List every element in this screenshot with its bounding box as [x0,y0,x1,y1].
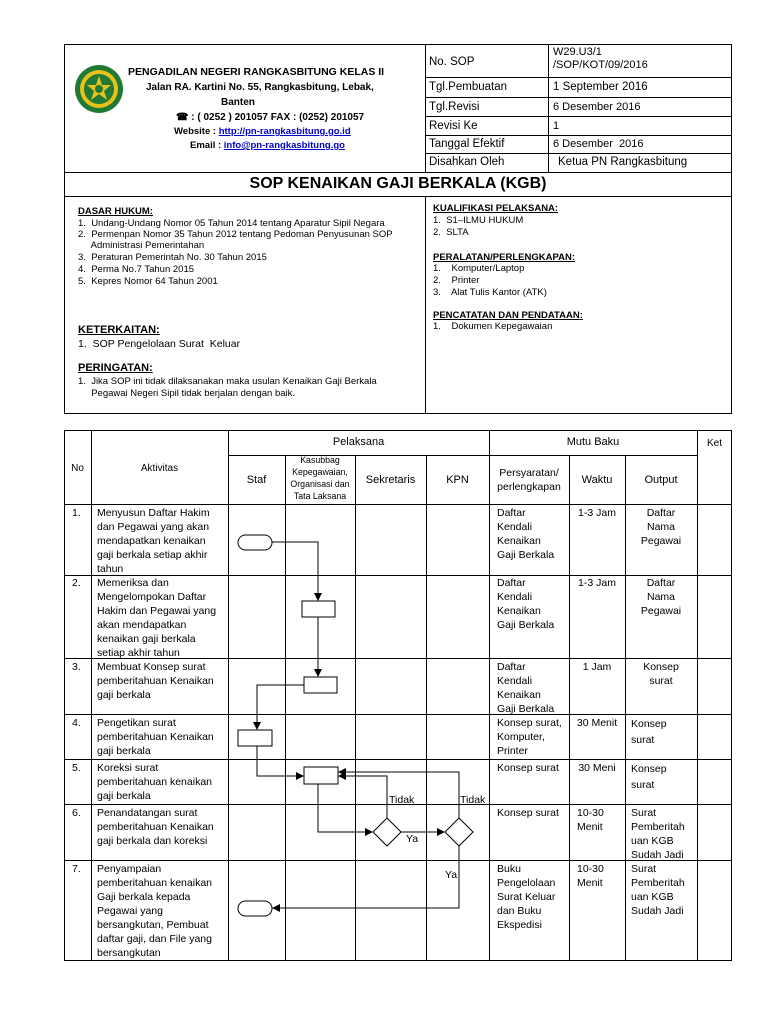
meta-label-no-sop: No. SOP [429,56,475,68]
court-phone: ☎ : ( 0252 ) 201057 FAX : (0252) 201057 [176,112,365,123]
row-no: 6. [72,807,81,819]
decision-diamond-kpn [445,818,473,846]
connector-3-4 [257,685,304,729]
row-aktivitas: Penandatangan surat pemberitahuan Kenaikan gaji berkala dan koreksi [97,807,214,847]
dasar-hukum-item: 3. Peraturan Pemerintah No. 30 Tahun 2015 [78,252,267,263]
dasar-hukum-item: 1. Undang-Undang Nomor 05 Tahun 2014 tentang Aparatur Sipil Negara [78,218,385,229]
peringatan-item: 1. Jika SOP ini tidak dilaksanakan maka usulan Kenaikan Gaji Berkala [78,376,377,387]
flow-label-tidak: Tidak [389,794,415,806]
page-title: SOP KENAIKAN GAJI BERKALA (KGB) [249,175,547,192]
court-name: PENGADILAN NEGERI RANGKASBITUNG KELAS II [128,66,385,78]
court-email: Email : info@pn-rangkasbitung.go [190,140,345,151]
row-waktu: 10-30 Menit [577,863,604,889]
row-persyaratan: Konsep surat, Komputer, Printer [497,717,562,757]
meta-value-tanggal-efektif: 6 Desember 2016 [553,138,644,150]
keterkaitan-title: KETERKAITAN: [78,324,160,336]
row-no: 4. [72,717,81,729]
connector-tidak-1 [339,776,387,818]
row-no: 1. [72,507,81,519]
row-no: 5. [72,762,81,774]
header-waktu: Waktu [581,474,613,486]
header-kasubbag: Kasubbag Kepegawaian, Organisasi dan Tata Laksana [290,455,350,501]
row-persyaratan: Konsep surat [497,762,559,774]
meta-label-tgl-pembuatan: Tgl.Pembuatan [429,81,507,93]
dasar-hukum-item: 2. Permenpan Nomor 35 Tahun 2012 tentang Pedoman Penyusunan SOP [78,229,393,240]
process-box-2 [302,601,335,617]
kualifikasi-item: 2. SLTA [433,227,469,238]
court-region: Banten [221,97,255,108]
process-box-5 [304,767,338,784]
row-output: Konsep surat [643,661,679,687]
pencatatan-item: 1. Dokumen Kepegawaian [433,321,553,332]
row-persyaratan: Daftar Kendali Kenaikan Gaji Berkala [497,577,555,631]
row-aktivitas: Pengetikan surat pemberitahuan Kenaikan gaji berkala [97,717,214,757]
keterkaitan-item: 1. SOP Pengelolaan Surat Keluar [78,338,241,350]
row-waktu: 30 Meni [578,762,616,774]
email-link[interactable]: info@pn-rangkasbitung.go [223,140,345,151]
flow-label-ya: Ya [406,833,419,845]
row-output: Konsep surat [631,763,667,791]
row-aktivitas: Membuat Konsep surat pemberitahuan Kenaikan gaji berkala [97,661,214,701]
peralatan-item: 3. Alat Tulis Kantor (ATK) [433,287,547,298]
row-aktivitas: Menyusun Daftar Hakim dan Pegawai yang akan mendapatkan kenaikan gaji berkala setiap akhir tahun [97,507,210,575]
row-output: Konsep surat [631,718,667,746]
meta-label-tanggal-efektif: Tanggal Efektif [429,138,505,150]
header-kpn: KPN [446,474,469,486]
row-persyaratan: Konsep surat [497,807,559,819]
meta-value-revisi-ke: 1 [553,120,560,132]
row-aktivitas: Memeriksa dan Mengelompokan Daftar Hakim dan Pegawai yang akan mendapatkan kenaikan gaji berkala setiap akhir tahun [97,577,217,659]
header-output: Output [644,474,678,486]
row-aktivitas: Penyampaian pemberitahuan kenaikan Gaji berkala kepada Pegawai yang bersangkutan, Pembuat daftar gaji, dan File yang bersangkutan [97,863,212,959]
process-box-3 [304,677,337,693]
header-sekretaris: Sekretaris [365,474,416,486]
row-output: Daftar Nama Pegawai [640,577,682,617]
row-waktu: 1-3 Jam [578,577,616,589]
end-terminator [238,901,272,916]
meta-value-tgl-pembuatan: 1 September 2016 [553,81,648,93]
website-link[interactable]: http://pn-rangkasbitung.go.id [218,126,351,137]
meta-value-tgl-revisi: 6 Desember 2016 [553,101,641,113]
header-pelaksana: Pelaksana [332,436,385,448]
header-no: No [71,463,84,474]
connector-4-5 [257,746,303,776]
header-aktivitas: Aktivitas [140,463,179,474]
connector-5-6 [318,784,372,832]
flow-label-tidak: Tidak [460,794,486,806]
court-address: Jalan RA. Kartini No. 55, Rangkasbitung, Lebak, [146,82,374,93]
meta-label-disahkan-oleh: Disahkan Oleh [429,156,505,168]
flow-label-ya: Ya [445,869,458,881]
dasar-hukum-title: DASAR HUKUM: [78,206,153,217]
row-waktu: 10-30 Menit [577,807,604,833]
peralatan-item: 2. Printer [433,275,480,286]
row-waktu: 1-3 Jam [578,507,616,519]
peralatan-title: PERALATAN/PERLENGKAPAN: [433,252,575,263]
row-no: 7. [72,863,81,875]
header-mutu-baku: Mutu Baku [566,436,620,448]
kualifikasi-title: KUALIFIKASI PELAKSANA: [433,203,559,214]
row-output: Surat Pemberitah uan KGB Sudah Jadi [631,863,685,917]
dasar-hukum-item: 4. Perma No.7 Tahun 2015 [78,264,195,275]
header-ket: Ket [706,438,722,449]
kualifikasi-item: 1. S1–ILMU HUKUM [433,215,524,226]
row-no: 2. [72,577,81,589]
meta-value-no-sop: W29.U3/1 /SOP/KOT/09/2016 [553,46,648,71]
process-box-4 [238,730,272,746]
row-persyaratan: Daftar Kendali Kenaikan Gaji Berkala [497,507,555,561]
header-staf: Staf [246,474,267,486]
peringatan-item: Pegawai Negeri Sipil tidak berjalan dengan baik. [78,388,296,399]
dasar-hukum-item: 5. Kepres Nomor 64 Tahun 2001 [78,276,218,287]
connector-1-2 [272,542,318,600]
decision-diamond-sekretaris [373,818,401,846]
row-no: 3. [72,661,81,673]
row-aktivitas: Koreksi surat pemberitahuan kenaikan gaji berkala [97,762,212,802]
court-website: Website : http://pn-rangkasbitung.go.id [174,126,351,137]
pencatatan-title: PENCATATAN DAN PENDATAAN: [433,310,583,321]
row-waktu: 1 Jam [582,661,612,673]
meta-value-disahkan-oleh: Ketua PN Rangkasbitung [558,156,688,168]
row-waktu: 30 Menit [576,717,618,729]
peralatan-item: 1. Komputer/Laptop [433,263,525,274]
connector-ya-2 [273,846,459,908]
dasar-hukum-item: Administrasi Pemerintahan [78,240,205,251]
meta-label-tgl-revisi: Tgl.Revisi [429,101,480,113]
start-terminator [238,535,272,550]
meta-label-revisi-ke: Revisi Ke [429,120,478,132]
header-persyaratan: Persyaratan/ perlengkapan [497,467,561,493]
row-output: Surat Pemberitah uan KGB Sudah Jadi [631,807,685,861]
row-output: Daftar Nama Pegawai [640,507,682,547]
peringatan-title: PERINGATAN: [78,362,153,374]
row-persyaratan: Daftar Kendali Kenaikan Gaji Berkala [497,661,555,715]
row-persyaratan: Buku Pengelolaan Surat Keluar dan Buku Ekspedisi [497,863,556,931]
